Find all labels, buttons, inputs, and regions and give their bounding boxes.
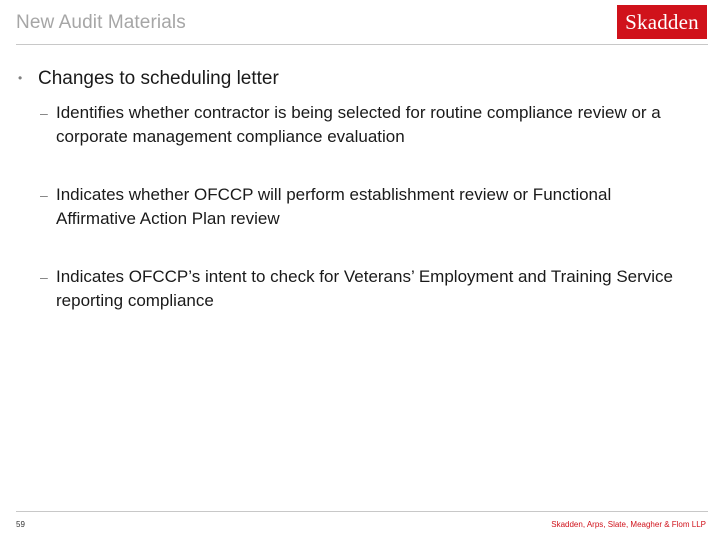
sub-bullet-marker: – [40, 105, 48, 121]
sub-bullet-text: Indicates OFCCP’s intent to check for Veterans’ Employment and Training Service reporting compliance [56, 267, 674, 310]
sub-bullet-marker: – [40, 269, 48, 285]
sub-bullet-marker: – [40, 187, 48, 203]
page-number: 59 [16, 520, 25, 529]
sub-bullet-text: Identifies whether contractor is being selected for routine compliance review or a corporate management compliance evaluation [56, 103, 661, 146]
bullet-text: Changes to scheduling letter [38, 68, 279, 89]
title-divider [16, 44, 708, 45]
bullet-marker: • [18, 71, 23, 85]
sub-bullet-text: Indicates whether OFCCP will perform establishment review or Functional Affirmative Action Plan review [56, 185, 612, 228]
slide-title: New Audit Materials [16, 12, 186, 33]
footer-firm-name: Skadden, Arps, Slate, Meagher & Flom LLP [551, 520, 706, 529]
footer-divider [16, 511, 708, 512]
skadden-logo: Skadden [617, 5, 707, 39]
